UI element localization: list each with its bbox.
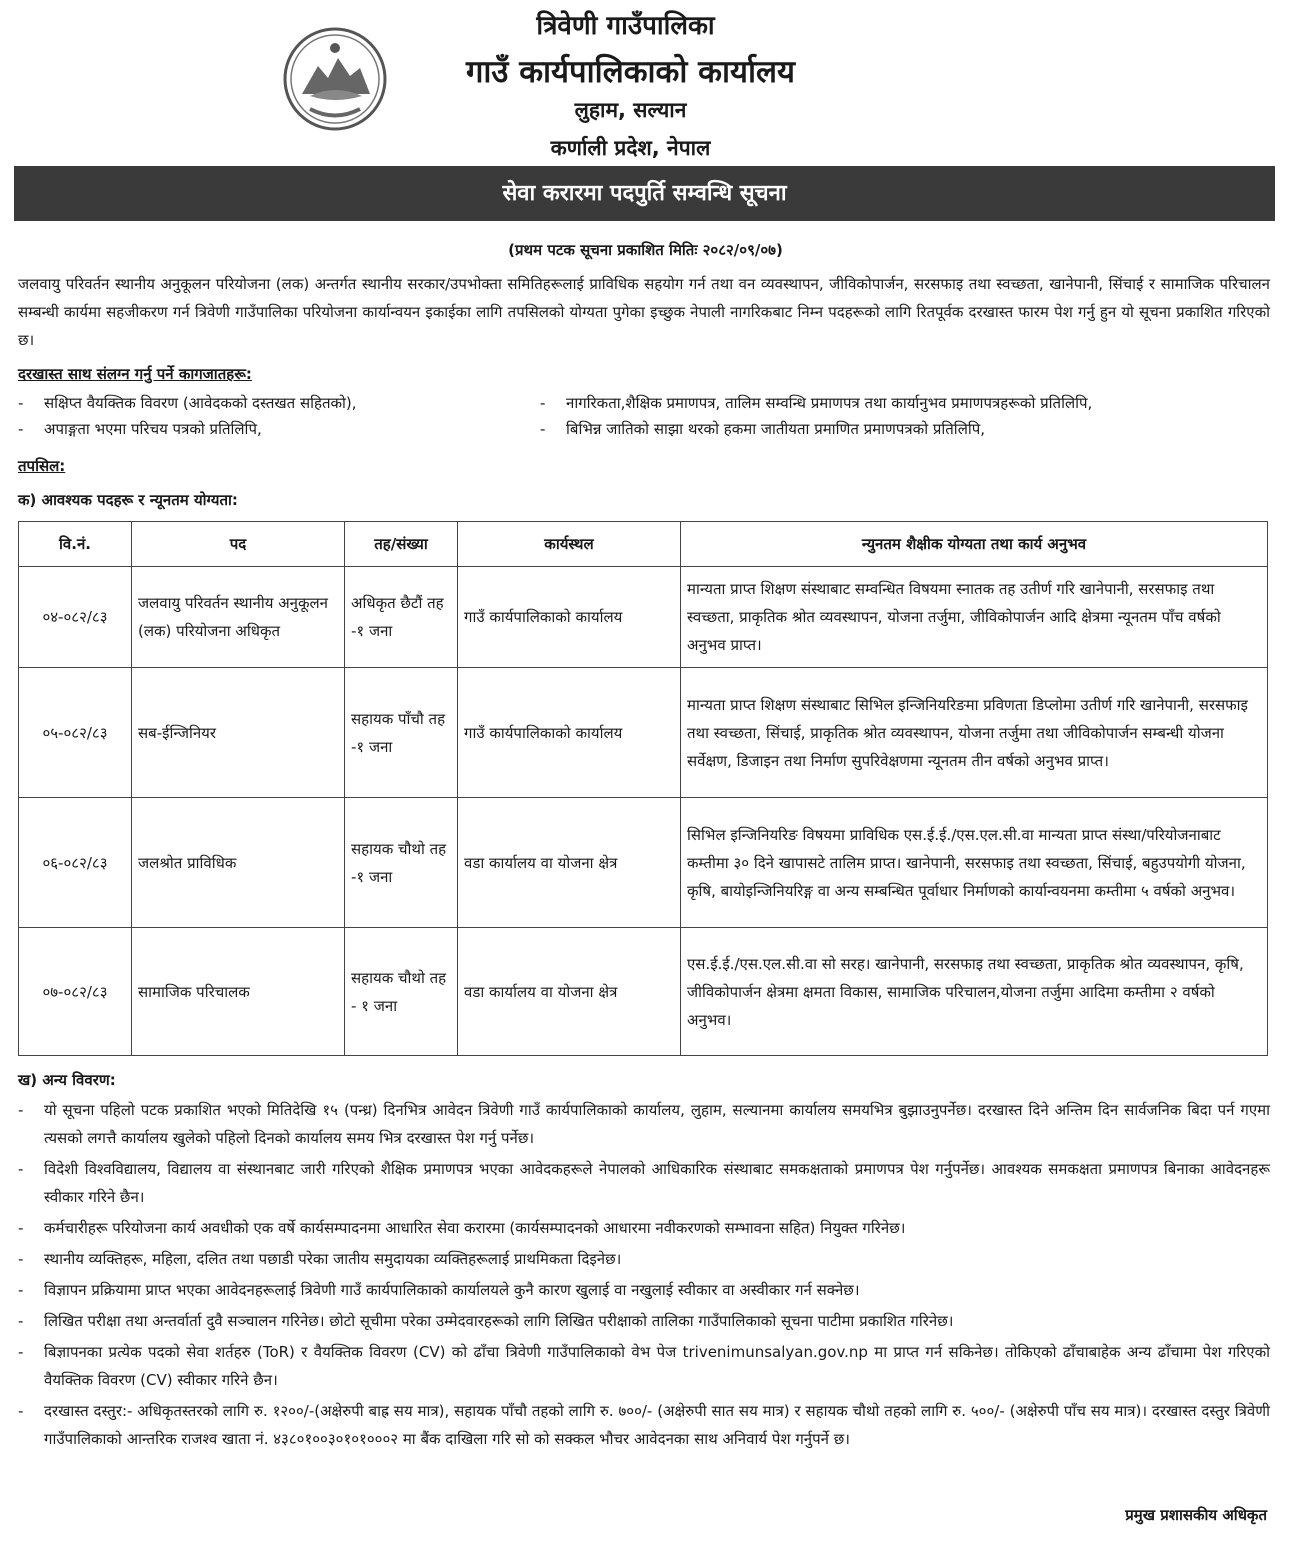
- positions-table: [18, 521, 1268, 1056]
- workplace-cell: गाउँ कार्यपालिकाको कार्यालय: [458, 567, 681, 668]
- document-item: - सक्षिप्त वैयक्तिक विवरण (आवेदकको दस्तखत सहितको),: [18, 394, 357, 412]
- intro-paragraph: जलवायु परिवर्तन स्थानीय अनुकूलन परियोजना (लक) अन्तर्गत स्थानीय सरकार/उपभोक्ता समितिहरूलाई प्राविधिक सहयोग गर्न तथा वन व्यवस्थापन, जीविकोपार्जन, सरसफाइ तथा स्वच्छता, खानेपानी, सिंचाई र सामाजिक परिचालन सम्बन्धी कार्यमा सहजीकरण गर्न त्रिवेणी गाउँपालिका परियोजना कार्यान्वयन इकाईका लागि तपसिलको योग्यता पुगेका इच्छुक नेपाली नागरिकबाट निम्न पदहरूको लागि रितपूर्वक दरखास्त फारम पेश गर्नु हुन यो सूचना प्रकाशित गरिएको छ।: [18, 275, 1270, 349]
- table-row: [19, 567, 1268, 668]
- table-row: [19, 928, 1268, 1056]
- list-item: - विज्ञापन प्रक्रियामा प्राप्त भएका आवेदनहरूलाई त्रिवेणी गाउँ कार्यपालिकाको कार्यालयले कुनै कारण खुलाई वा नखुलाई स्वीकार वा अस्वीकार गर्न सक्नेछ।: [18, 1281, 860, 1299]
- notice-title-banner: सेवा करारमा पदपुर्ति सम्वन्धि सूचना: [14, 166, 1275, 221]
- list-item: - स्थानीय व्यक्तिहरू, महिला, दलित तथा पछाडी परेका जातीय समुदायका व्यक्तिहरूलाई प्राथमिकता दिइनेछ।: [18, 1250, 622, 1268]
- list-item: - दरखास्त दस्तुर:- अधिकृतस्तरको लागि रु. १२००/-(अक्षेरुपी बाह्र सय मात्र), सहायक पाँचौ तहको लागि रु. ७००/- (अक्षेरुपी सात सय मात्र) र सहायक चौथो तहको लागि रु. ५००/- (अक्षेरुपी पाँच सय मात्र)। दरखास्त दस्तुर त्रिवेणी गाउँपालिकाको आन्तरिक राजश्व खाता नं. ४३८०१००३०१०१०००२ मा बैंक दाखिला गरि सो को सक्कल भौचर आवेदनका साथ अनिवार्य पेश गर्नुपर्ने छ।: [18, 1402, 1270, 1448]
- workplace-cell: गाउँ कार्यपालिकाको कार्यालय: [458, 668, 681, 798]
- level-cell: सहायक पाँचौ तह -१ जना: [345, 668, 458, 798]
- table-row: [19, 798, 1268, 928]
- post-cell: जलवायु परिवर्तन स्थानीय अनुकूलन (लक) परियोजना अधिकृत: [132, 567, 345, 668]
- serial-cell: ०५-०८२/८३: [19, 668, 132, 798]
- level-cell: सहायक चौथो तह -१ जना: [345, 798, 458, 928]
- table-row: [19, 668, 1268, 798]
- list-item: - कर्मचारीहरू परियोजना कार्य अवधीको एक वर्षे कार्यसम्पादनमा आधारित सेवा करारमा (कार्यसम्पादनको आधारमा नवीकरणको सम्भावना सहित) नियुक्त गरिनेछ।: [18, 1219, 906, 1237]
- serial-cell: ०४-०८२/८३: [19, 567, 132, 668]
- document-item: - नागरिकता,शैक्षिक प्रमाणपत्र, तालिम सम्वन्धि प्रमाणपत्र तथा कार्यानुभव प्रमाणपत्रहरूको प्रतिलिपि,: [540, 394, 1093, 412]
- municipality-name: त्रिवेणी गाउँपालिका: [536, 11, 715, 41]
- level-cell: सहायक चौथो तह - १ जना: [345, 928, 458, 1056]
- other-details-section: [18, 1070, 1270, 1456]
- section-ka-title: क) आवश्यक पदहरू र न्यूनतम योग्यता:: [18, 491, 238, 509]
- other-details-title: ख) अन्य विवरण:: [18, 1071, 116, 1089]
- col-post: पद: [132, 522, 345, 567]
- list-item: - यो सूचना पहिलो पटक प्रकाशित भएको मितिदेखि १५ (पन्ध्र) दिनभित्र आवेदन त्रिवेणी गाउँ कार्यपालिकाको कार्यालय, लुहाम, सल्यानमा कार्यालय समयभित्र बुझाउनुपर्नेछ। दरखास्त दिने अन्तिम दिन सार्वजनिक बिदा पर्न गएमा त्यसको लगत्तै कार्यालय खुलेको पहिलो दिनको कार्यालय समय भित्र दरखास्त पेश गर्नु पर्नेछ।: [18, 1101, 1270, 1147]
- workplace-cell: वडा कार्यालय वा योजना क्षेत्र: [458, 798, 681, 928]
- office-location: लुहाम, सल्यान: [574, 98, 687, 122]
- documents-title: दरखास्त साथ संलग्न गर्नु पर्ने कागजातहरू:: [18, 365, 252, 383]
- serial-cell: ०७-०८२/८३: [19, 928, 132, 1056]
- post-cell: सब-ईन्जिनियर: [132, 668, 345, 798]
- tapasil-label: तपसिल:: [18, 457, 66, 475]
- table-header-row: [19, 522, 1268, 567]
- office-name: गाउँ कार्यपालिकाको कार्यालय: [465, 54, 796, 90]
- qualification-cell: एस.ई.ई./एस.एल.सी.वा सो सरह। खानेपानी, सरसफाइ तथा स्वच्छता, प्राकृतिक श्रोत व्यवस्थापन, कृषि, जीविकोपार्जन क्षेत्रमा क्षमता विकास, सामाजिक परिचालन,योजना तर्जुमा आदिमा कम्तीमा २ वर्षको अनुभव।: [681, 928, 1268, 1056]
- qualification-cell: सिभिल इन्जिनियरिङ विषयमा प्राविधिक एस.ई.ई./एस.एल.सी.वा मान्यता प्राप्त संस्था/परियोजनाबाट कम्तीमा ३० दिने खापासटे तालिम प्राप्त। खानेपानी, सरसफाइ तथा स्वच्छता, सिंचाई, बहुउपयोगी योजना, कृषि, बायोइन्जिनियरिङ्ग वा अन्य सम्बन्धित पूर्वाधार निर्माणको कार्यान्वयनमा कम्तीमा ५ वर्षको अनुभव।: [681, 798, 1268, 928]
- col-serial: वि.नं.: [19, 522, 132, 567]
- workplace-cell: वडा कार्यालय वा योजना क्षेत्र: [458, 928, 681, 1056]
- list-item: - लिखित परीक्षा तथा अन्तर्वार्ता दुवै सञ्चालन गरिनेछ। छोटो सूचीमा परेका उम्मेदवारहरूको लागि लिखित परीक्षाको तालिका गाउँपालिकाको सूचना पाटीमा प्रकाशित गरिनेछ।: [18, 1312, 954, 1330]
- qualification-cell: मान्यता प्राप्त शिक्षण संस्थाबाट सम्वन्धित विषयमा स्नातक तह उतीर्ण गरि खानेपानी, सरसफाइ तथा स्वच्छता, प्राकृतिक श्रोत व्यवस्थापन, योजना तर्जुमा, जीविकोपार्जन आदि क्षेत्रमा न्यूनतम पाँच वर्षको अनुभव प्राप्त।: [681, 567, 1268, 668]
- province-name: कर्णाली प्रदेश, नेपाल: [550, 136, 711, 160]
- serial-cell: ०६-०८२/८३: [19, 798, 132, 928]
- document-item: - अपाङ्गता भएमा परिचय पत्रको प्रतिलिपि,: [18, 420, 262, 438]
- post-cell: सामाजिक परिचालक: [132, 928, 345, 1056]
- col-level: तह/संख्या: [345, 522, 458, 567]
- col-qualification: न्युनतम शैक्षीक योग्यता तथा कार्य अनुभव: [681, 522, 1268, 567]
- col-workplace: कार्यस्थल: [458, 522, 681, 567]
- document-item: - बिभिन्न जातिको साझा थरको हकमा जातीयता प्रमाणित प्रमाणपत्रको प्रतिलिपि,: [540, 420, 986, 438]
- qualification-cell: मान्यता प्राप्त शिक्षण संस्थाबाट सिभिल इन्जिनियरिङमा प्रविणता डिप्लोमा उतीर्ण गरि खानेपानी, सरसफाइ तथा स्वच्छता, सिंचाई, प्राकृतिक श्रोत व्यवस्थापन, योजना तर्जुमा तथा जीविकोपार्जन सम्बन्धी योजना सर्वेक्षण, डिजाइन तथा निर्माण सुपरिवेक्षणमा न्यूनतम तीन वर्षको अनुभव प्राप्त।: [681, 668, 1268, 798]
- letterhead: [0, 0, 1291, 165]
- level-cell: अधिकृत छैटौं तह -१ जना: [345, 567, 458, 668]
- post-cell: जलश्रोत प्राविधिक: [132, 798, 345, 928]
- list-item: - बिज्ञापनका प्रत्येक पदको सेवा शर्तहरु (ToR) र वैयक्तिक विवरण (CV) को ढाँचा त्रिवेणी गाउँपालिकाको वेभ पेज trivenimunsalyan.gov.np मा प्राप्त गर्न सकिनेछ। तोकिएको ढाँचाबाहेक अन्य ढाँचामा पेश गरिएको वैयक्तिक विवरण (CV) स्वीकार गरिने छैन।: [18, 1343, 1270, 1389]
- list-item: - विदेशी विश्वविद्यालय, विद्यालय वा संस्थानबाट जारी गरिएको शैक्षिक प्रमाणपत्र भएका आवेदकहरूले नेपालको आधिकारिक संस्थाबाट समकक्षताको प्रमाणपत्र पेश गर्नुपर्नेछ। आवश्यक समकक्षता प्रमाणपत्र बिनाका आवेदनहरू स्वीकार गरिने छैन।: [18, 1160, 1270, 1206]
- publication-date: (प्रथम पटक सूचना प्रकाशित मितिः २०८२/०९/०७): [508, 241, 783, 259]
- signatory-title: प्रमुख प्रशासकीय अधिकृत: [1125, 1506, 1267, 1524]
